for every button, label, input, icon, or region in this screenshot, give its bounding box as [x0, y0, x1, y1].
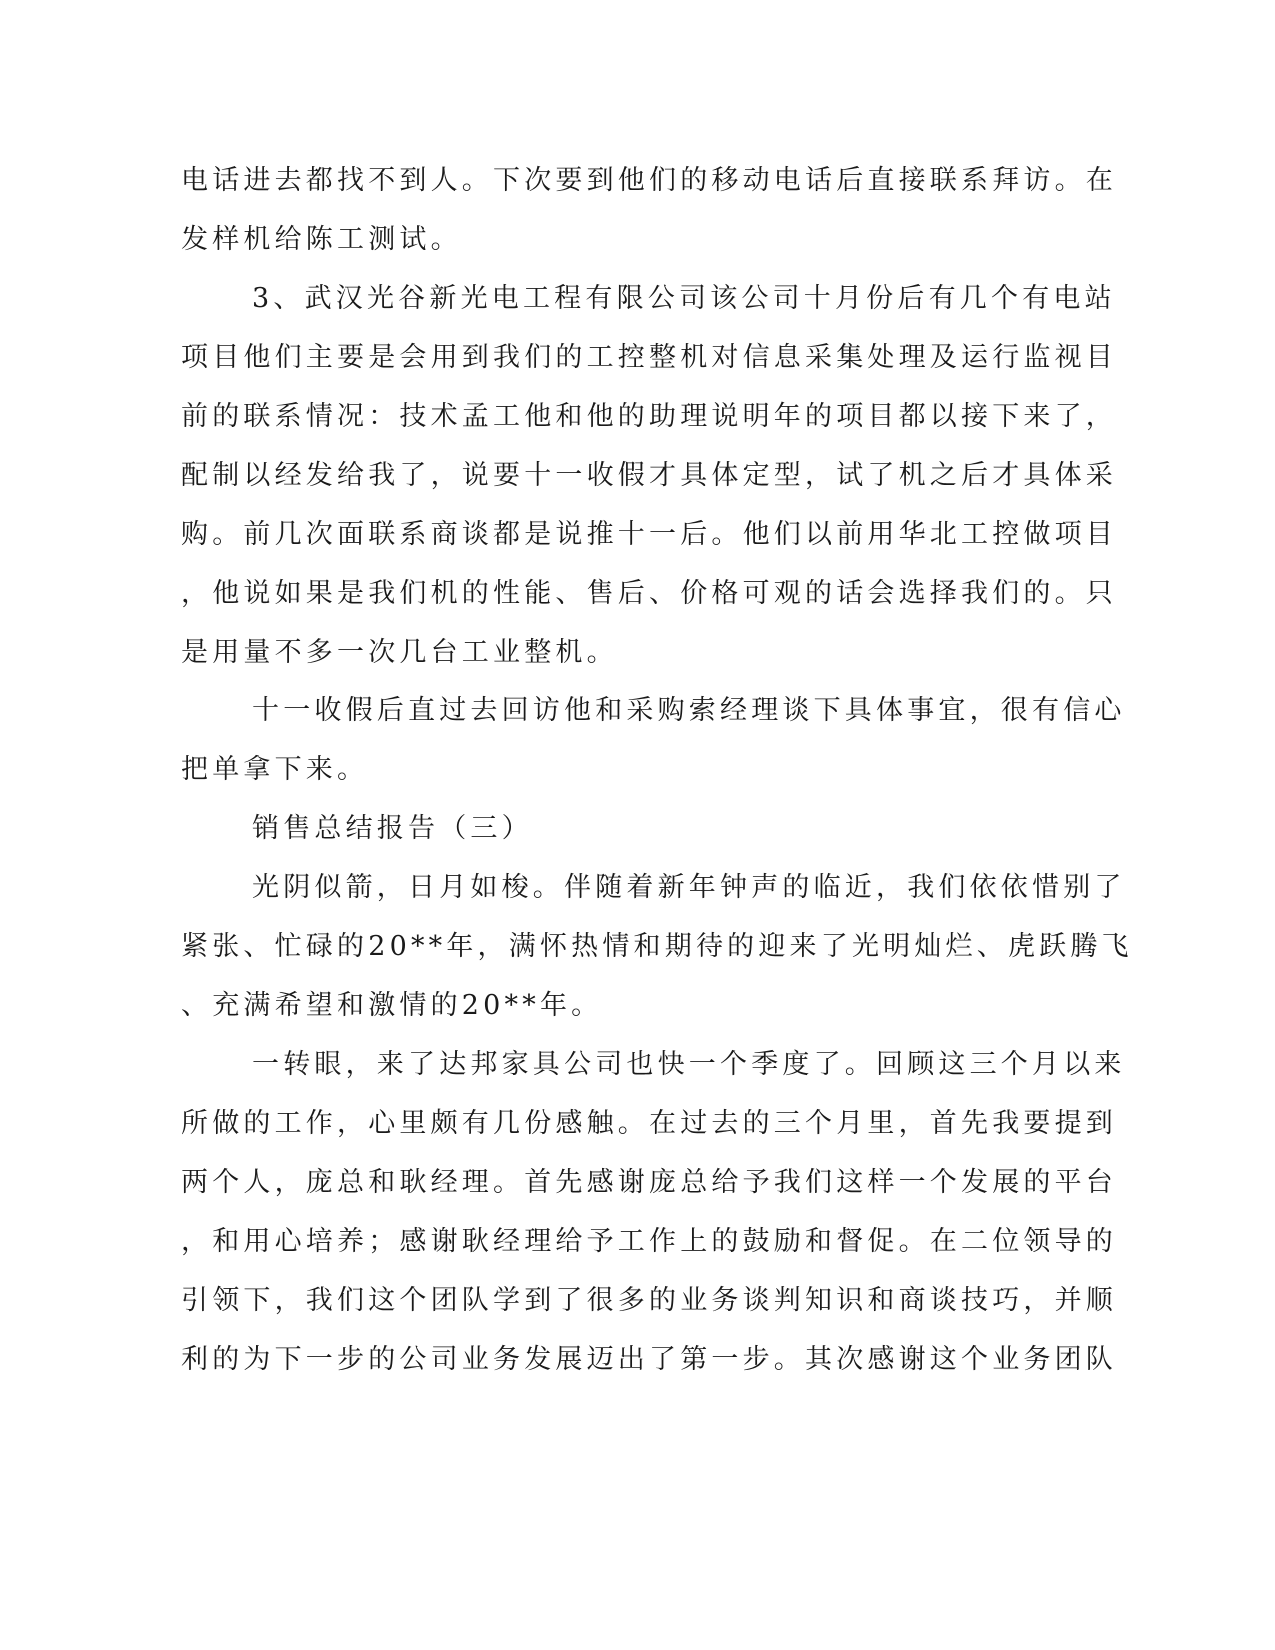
paragraph-line: 两个人，庞总和耿经理。首先感谢庞总给予我们这样一个发展的平台 — [181, 1167, 1117, 1198]
paragraph-line: 紧张、忙碌的20**年，满怀热情和期待的迎来了光明灿烂、虎跃腾飞 — [181, 931, 1133, 962]
paragraph-line: 电话进去都找不到人。下次要到他们的移动电话后直接联系拜访。在 — [181, 165, 1117, 196]
paragraph-line: 引领下，我们这个团队学到了很多的业务谈判知识和商谈技巧，并顺 — [181, 1285, 1117, 1316]
paragraph-line: 购。前几次面联系商谈都是说推十一后。他们以前用华北工控做项目 — [181, 519, 1117, 550]
paragraph-line: 把单拿下来。 — [181, 754, 369, 785]
paragraph-line: 十一收假后直过去回访他和采购索经理谈下具体事宜，很有信心 — [252, 695, 1126, 726]
paragraph-line: ，和用心培养；感谢耿经理给予工作上的鼓励和督促。在二位领导的 — [181, 1226, 1117, 1257]
paragraph-line: 是用量不多一次几台工业整机。 — [181, 637, 618, 668]
paragraph-line: 3、武汉光谷新光电工程有限公司该公司十月份后有几个有电站 — [252, 283, 1116, 314]
paragraph-line: 、充满希望和激情的20**年。 — [181, 990, 603, 1021]
paragraph-line: 利的为下一步的公司业务发展迈出了第一步。其次感谢这个业务团队 — [181, 1344, 1117, 1375]
paragraph-line: 配制以经发给我了，说要十一收假才具体定型，试了机之后才具体采 — [181, 460, 1117, 491]
paragraph-line: 所做的工作，心里颇有几份感触。在过去的三个月里，首先我要提到 — [181, 1108, 1117, 1139]
paragraph-line: 项目他们主要是会用到我们的工控整机对信息采集处理及运行监视目 — [181, 342, 1117, 373]
section-heading: 销售总结报告（三） — [252, 813, 533, 844]
paragraph-line: ，他说如果是我们机的性能、售后、价格可观的话会选择我们的。只 — [181, 578, 1117, 609]
paragraph-line: 发样机给陈工测试。 — [181, 224, 462, 255]
paragraph-line: 前的联系情况：技术孟工他和他的助理说明年的项目都以接下来了， — [181, 401, 1117, 432]
paragraph-line: 光阴似箭，日月如梭。伴随着新年钟声的临近，我们依依惜别了 — [252, 872, 1126, 903]
paragraph-line: 一转眼，来了达邦家具公司也快一个季度了。回顾这三个月以来 — [252, 1049, 1126, 1080]
